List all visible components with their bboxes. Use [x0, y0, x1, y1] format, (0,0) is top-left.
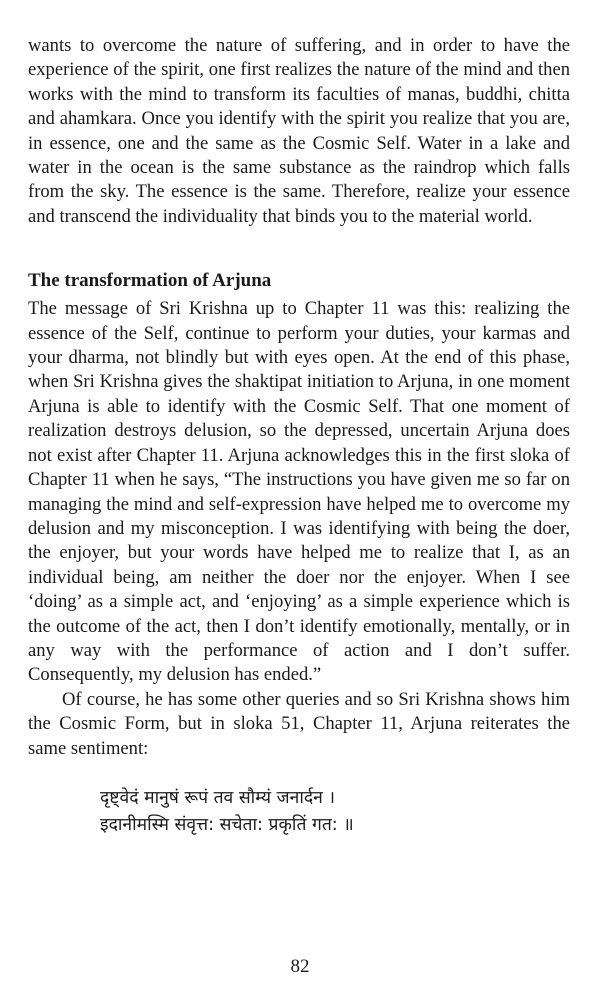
verse-line-1: दृष्ट्वेदं मानुषं रूपं तव सौम्यं जनार्दन । [100, 787, 336, 808]
page-number: 82 [290, 956, 310, 977]
verse-line-2: इदानीमस्मि संवृत्त: सचेता: प्रकृतिं गत: ॥ [100, 814, 354, 835]
body-paragraph-2: The message of Sri Krishna up to Chapter 11 was this: realizing the essence of the Self, continue to perform your duties, your karmas and your dharma, not blindly but with eyes open. At the end of this phase, when Sri Krishna gives the shaktipat initiation to Arjuna, in one moment Arjuna is able to identify with the Cosmic Self. That one moment of realization destroys delusion, so the depressed, uncertain Arjuna does not exist after Chapter 11. Arjuna acknowledges this in the first sloka of Chapter 11 when he says, “The instructions you have given me so far on managing the mind and self-expression have helped me to overcome my delusion and my misconception. I was identifying with being the doer, the enjoyer, but your words have helped me to realize that I, as an individual being, am neither the doer nor the enjoyer. When I see ‘doing’ as a simple act, and ‘enjoying’ as a simple experience which is the outcome of the act, then I don’t identify emotionally, mentally, or in any way with the performance of action and I don’t suffer. Consequently, my delusion has ended.” [28, 298, 570, 686]
body-paragraph-3: Of course, he has some other queries and so Sri Krishna shows him the Cosmic Form, but in sloka 51, Chapter 11, Arjuna reiterates the same sentiment: [28, 688, 570, 759]
section-heading: The transformation of Arjuna [28, 270, 272, 292]
sanskrit-verse [28, 785, 570, 839]
body-paragraph-1: wants to overcome the nature of suffering, and in order to have the experience of the spirit, one first realizes the nature of the mind and then works with the mind to transform its faculties of manas, buddhi, chitta and ahamkara. Once you identify with the spirit you realize that you are, in essence, one and the same as the Cosmic Self. Water in a lake and water in the ocean is the same substance as the raindrop which falls from the sky. The essence is the same. Therefore, realize your essence and transcend the individuality that binds you to the material world. [28, 35, 570, 227]
book-page [28, 34, 570, 839]
